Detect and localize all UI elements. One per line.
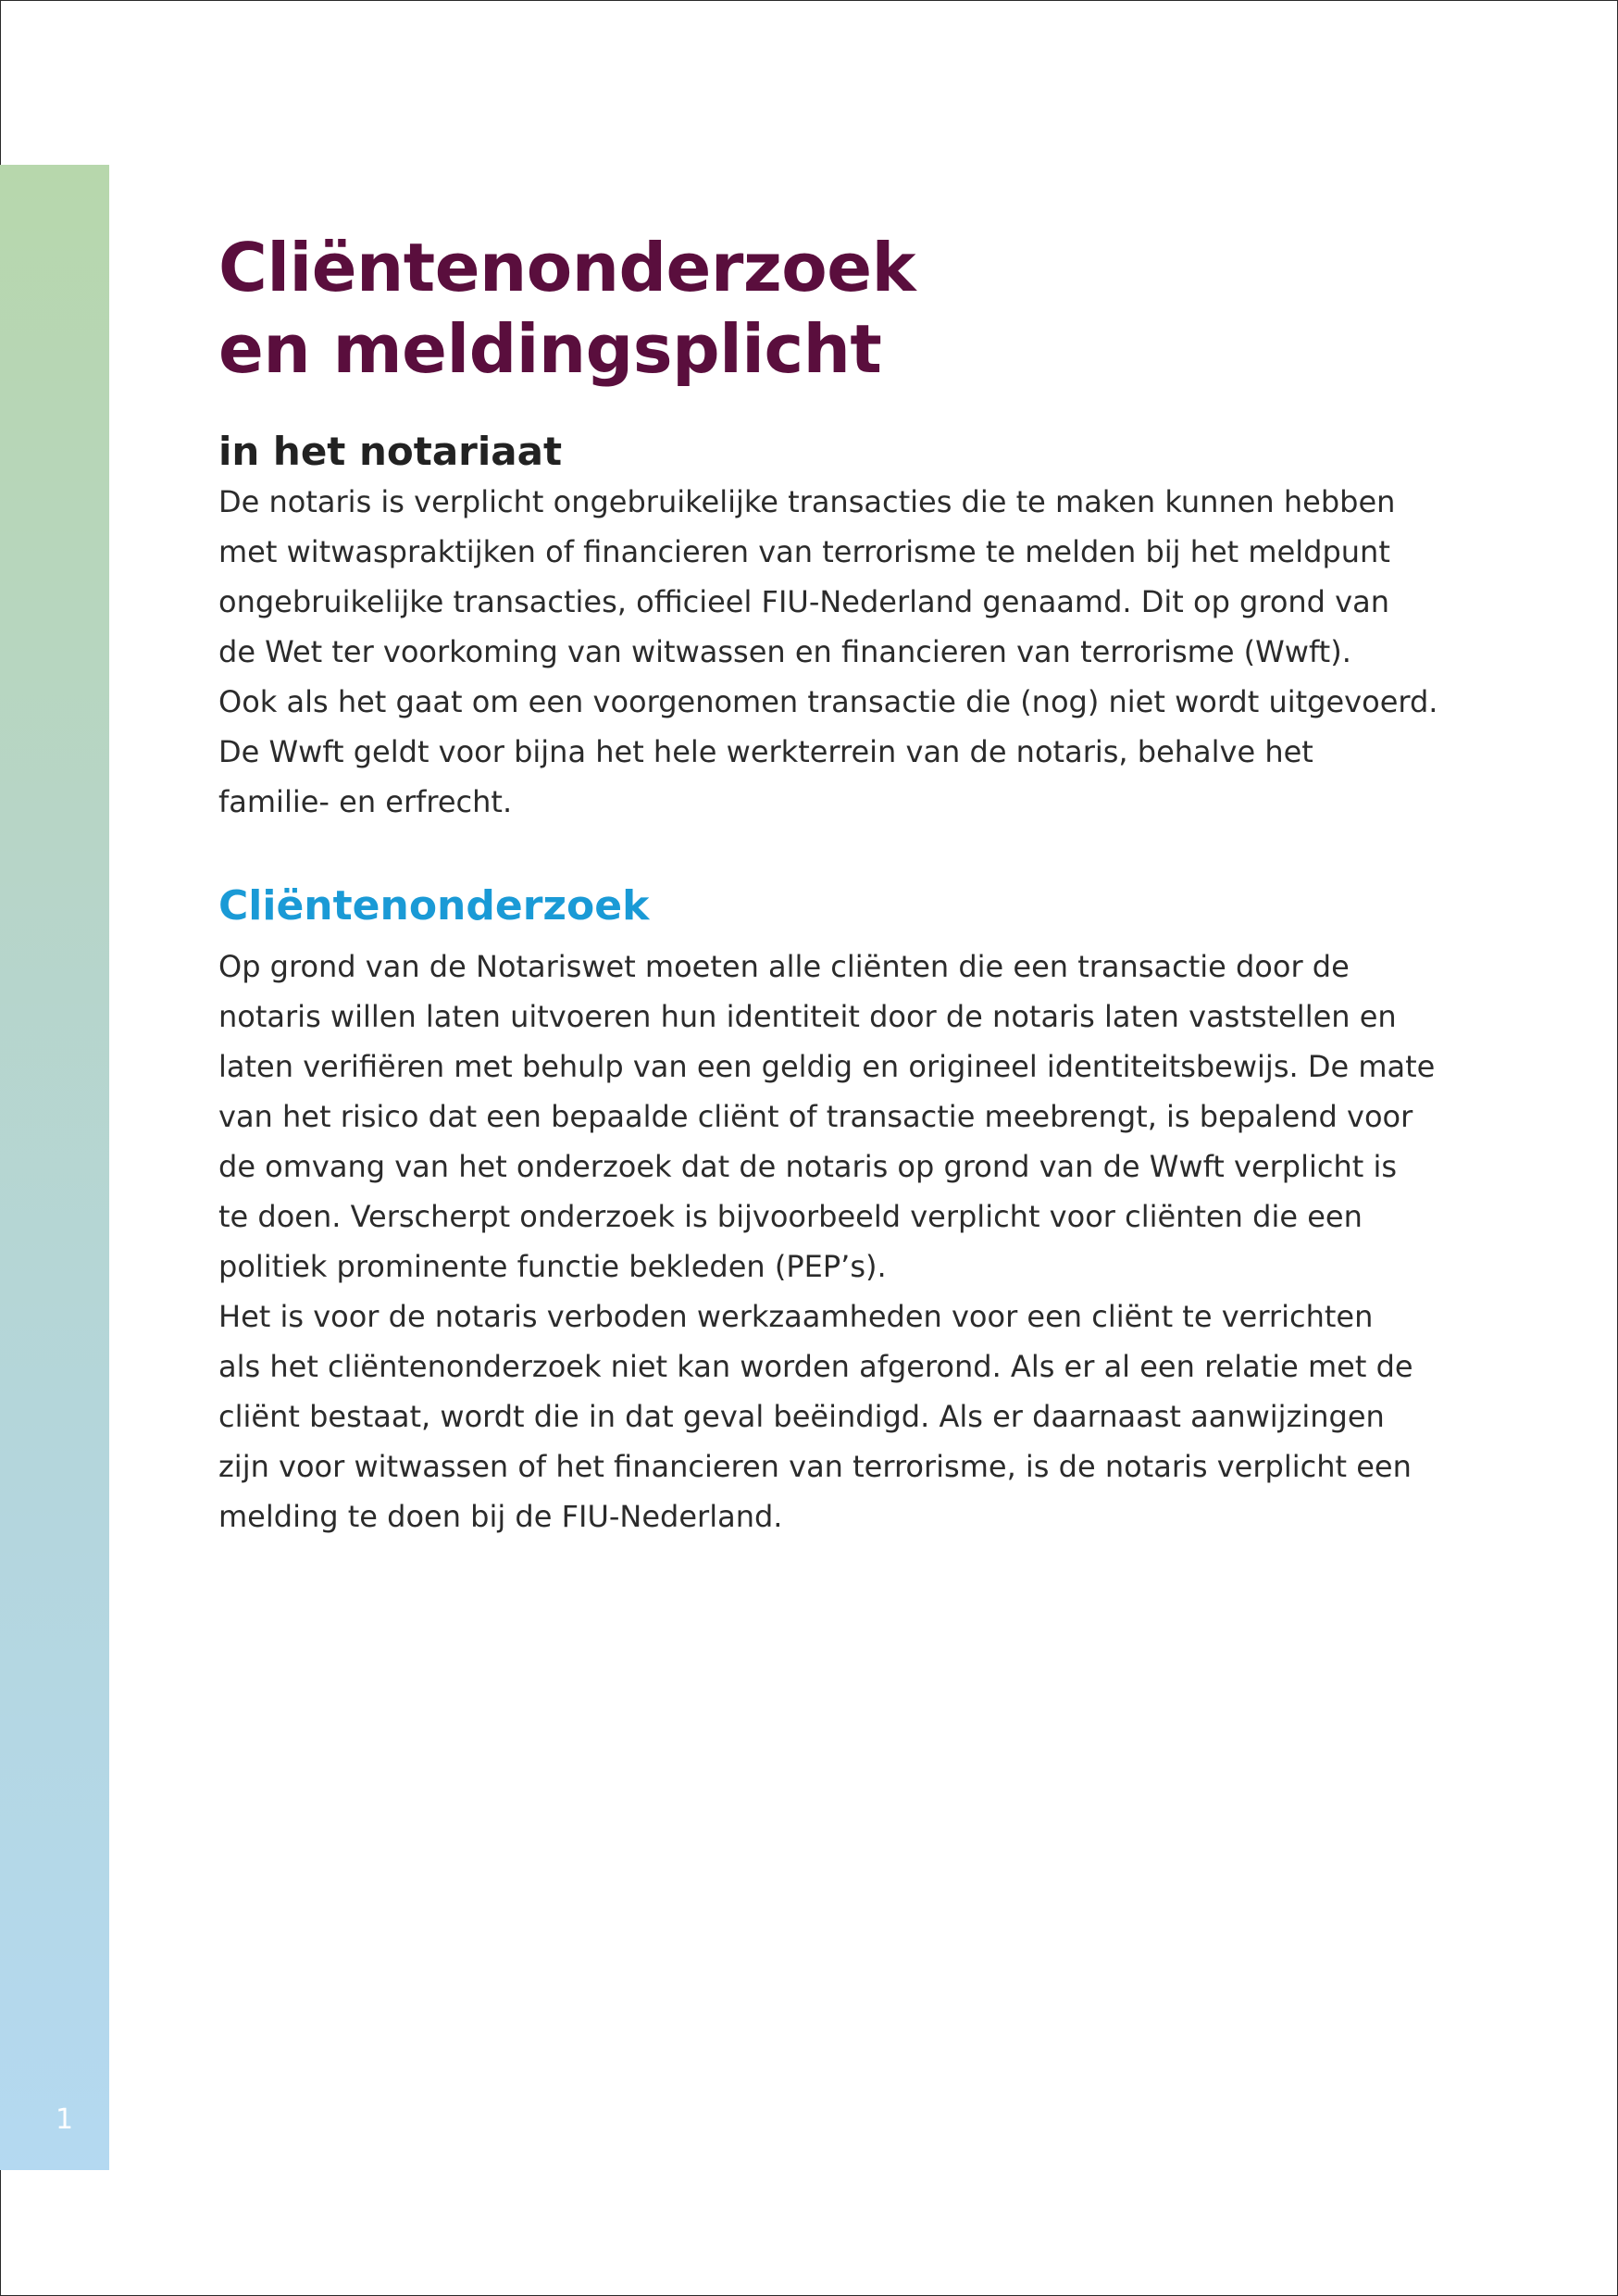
paragraph-line: van het risico dat een bepaalde cliënt of transactie meebrengt, is bepalend voor: [218, 1099, 1413, 1134]
paragraph-line: zijn voor witwassen of het financieren van terrorisme, is de notaris verplicht een: [218, 1449, 1412, 1484]
intro-paragraph: [218, 477, 1438, 827]
paragraph-line: de omvang van het onderzoek dat de notaris op grond van de Wwft verplicht is: [218, 1149, 1398, 1184]
paragraph-line: notaris willen laten uitvoeren hun identiteit door de notaris laten vaststellen en: [218, 999, 1397, 1034]
section-paragraph-2: [218, 1292, 1422, 1541]
intro-line: Ook als het gaat om een voorgenomen transactie die (nog) niet wordt uitgevoerd.: [218, 684, 1438, 719]
page-title: [218, 227, 1422, 390]
intro-line: De notaris is verplicht ongebruikelijke transacties die te maken kunnen hebben: [218, 484, 1396, 519]
paragraph-line: melding te doen bij de FIU-Nederland.: [218, 1499, 783, 1534]
section-heading: Cliëntenonderzoek: [218, 882, 650, 930]
page-number: 1: [56, 2103, 74, 2136]
page-title-line-1: Cliëntenonderzoek: [218, 229, 915, 306]
paragraph-line: Op grond van de Notariswet moeten alle cliënten die een transactie door de: [218, 949, 1350, 984]
intro-line: met witwaspraktijken of financieren van terrorisme te melden bij het meldpunt: [218, 534, 1390, 569]
intro-line: familie- en erfrecht.: [218, 784, 513, 819]
page-title-line-2: en meldingsplicht: [218, 310, 882, 388]
intro-line: ongebruikelijke transacties, officieel FIU-Nederland genaamd. Dit op grond van: [218, 584, 1389, 619]
intro-line: de Wet ter voorkoming van witwassen en financieren van terrorisme (Wwft).: [218, 634, 1351, 669]
section-paragraph-1: [218, 942, 1436, 1292]
paragraph-line: te doen. Verscherpt onderzoek is bijvoorbeeld verplicht voor cliënten die een: [218, 1199, 1363, 1234]
intro-line: De Wwft geldt voor bijna het hele werkterrein van de notaris, behalve het: [218, 734, 1313, 769]
page-content: [218, 227, 1438, 1541]
paragraph-line: als het cliëntenonderzoek niet kan worden afgerond. Als er al een relatie met de: [218, 1349, 1413, 1384]
paragraph-line: Het is voor de notaris verboden werkzaamheden voor een cliënt te verrichten: [218, 1299, 1374, 1334]
page-subtitle: in het notariaat: [218, 429, 563, 474]
paragraph-line: laten verifiëren met behulp van een geldig en origineel identiteitsbewijs. De mate: [218, 1049, 1436, 1084]
paragraph-line: politiek prominente functie bekleden (PEP’s).: [218, 1249, 887, 1284]
paragraph-line: cliënt bestaat, wordt die in dat geval beëindigd. Als er daarnaast aanwijzingen: [218, 1399, 1385, 1434]
decorative-gradient-bar: [0, 165, 109, 2170]
